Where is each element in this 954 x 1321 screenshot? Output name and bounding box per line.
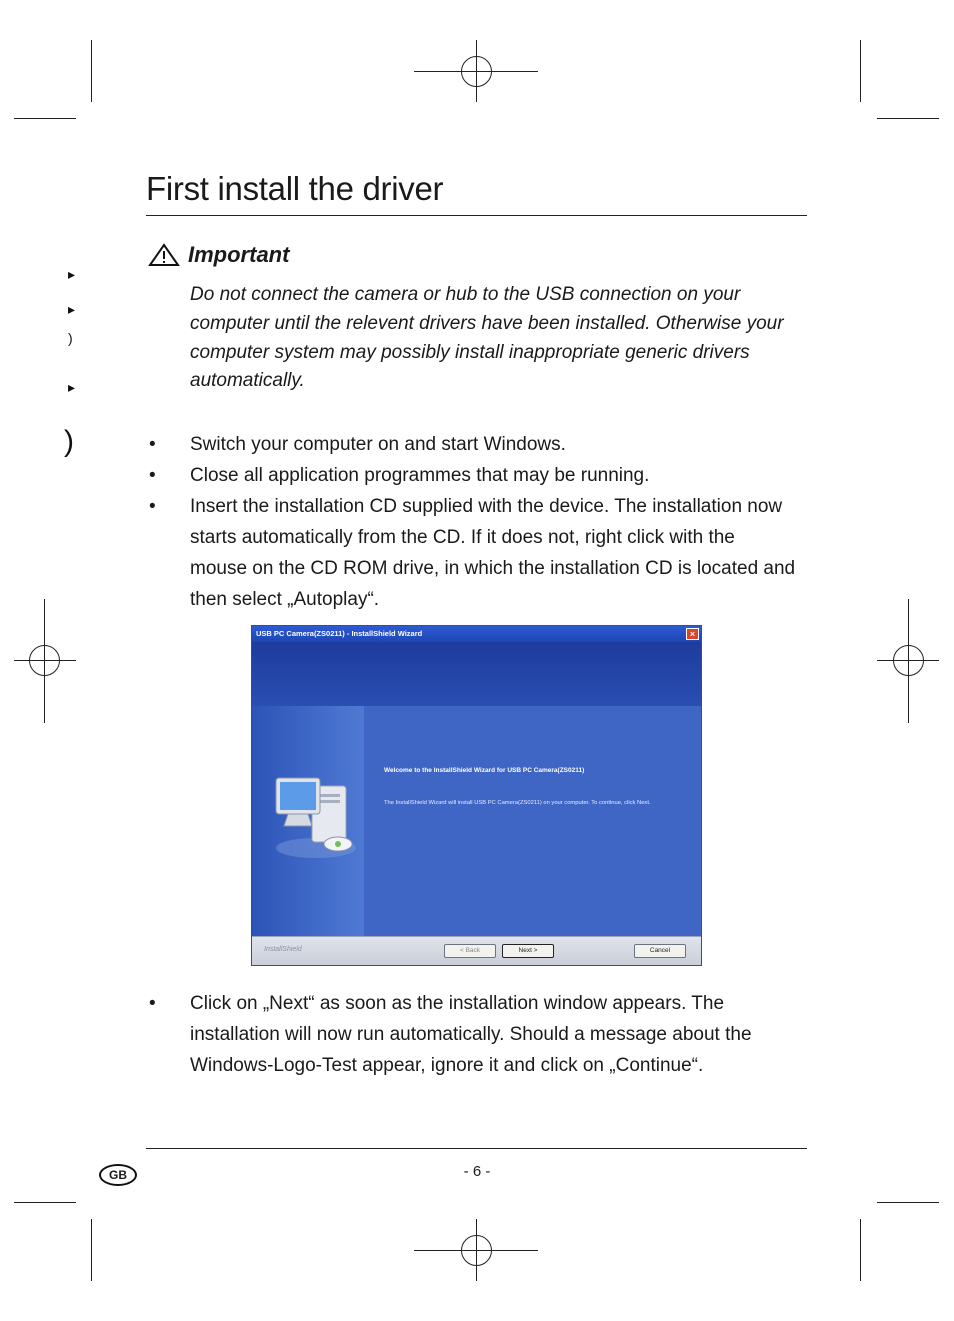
installshield-brand: InstallShield xyxy=(264,946,302,953)
important-text: Do not connect the camera or hub to the USB connection on your computer until the relevent drivers have been installed. Otherwise your computer system may possibly install inappropriate generic drivers automatically. xyxy=(190,284,784,392)
page-title: First install the driver xyxy=(146,170,444,207)
wizard-button-bar xyxy=(252,936,701,965)
wizard-titlebar xyxy=(252,626,701,642)
list-item: • Click on „Next“ as soon as the installation window appears. The installation will now run automatically. Should a message about the Windows-Logo-Test appear, ignore it and click on „Continue“. xyxy=(146,988,796,1081)
page-number: - 6 - xyxy=(463,1163,491,1180)
list-item: • Close all application programmes that may be running. xyxy=(146,460,796,491)
important-heading xyxy=(148,242,289,268)
back-button[interactable]: < Back xyxy=(444,944,496,958)
instruction-list xyxy=(146,429,796,615)
wizard-banner xyxy=(252,642,701,706)
wizard-welcome-text: Welcome to the InstallShield Wizard for USB PC Camera(ZS0211) xyxy=(384,767,585,774)
close-icon[interactable]: × xyxy=(686,628,699,640)
language-badge: GB xyxy=(99,1164,137,1186)
warning-icon xyxy=(148,243,180,267)
title-rule xyxy=(146,215,807,216)
wizard-description: The InstallShield Wizard will install USB PC Camera(ZS0211) on your computer. To continue, click Next. xyxy=(384,800,651,806)
cancel-button[interactable]: Cancel xyxy=(634,944,686,958)
next-button[interactable]: Next > xyxy=(502,944,554,958)
wizard-left-pane xyxy=(252,706,364,937)
list-item: • Switch your computer on and start Windows. xyxy=(146,429,796,460)
important-label: Important xyxy=(188,242,290,267)
installshield-wizard-screenshot xyxy=(251,625,702,966)
wizard-main-pane xyxy=(364,706,701,937)
instruction-list-continued xyxy=(146,988,796,1081)
footer-rule xyxy=(146,1148,807,1149)
wizard-title: USB PC Camera(ZS0211) - InstallShield Wizard xyxy=(256,629,423,638)
list-item: • Insert the installation CD supplied with the device. The installation now starts automatically from the CD. If it does not, right click with the mouse on the CD ROM drive, in which the installation CD is located and then select „Autoplay“. xyxy=(146,491,796,615)
computer-icon xyxy=(266,766,366,866)
